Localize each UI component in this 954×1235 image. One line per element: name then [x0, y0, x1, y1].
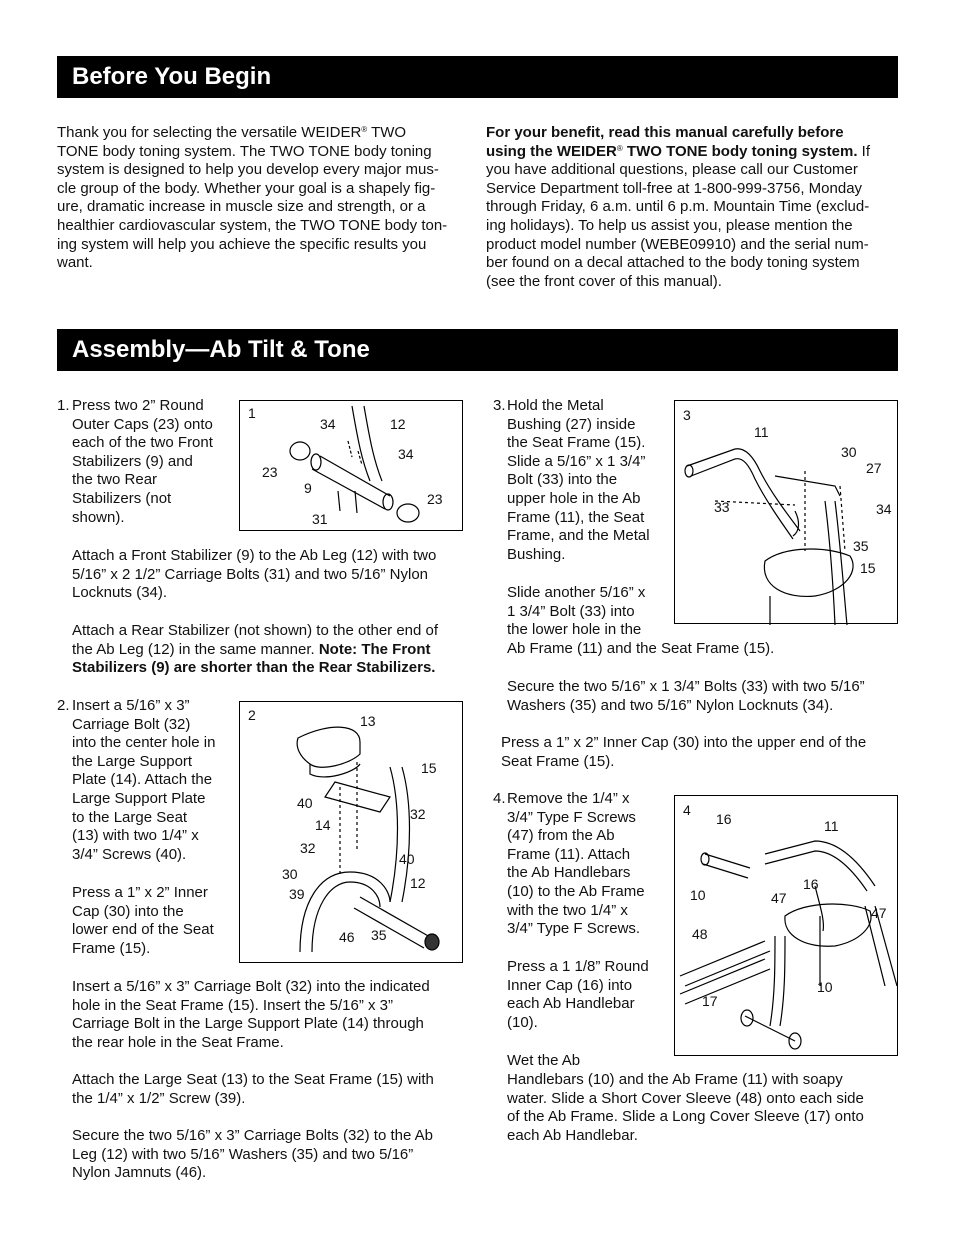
callout-11: 11	[824, 818, 839, 834]
callout-34: 34	[320, 416, 336, 432]
callout-27: 27	[866, 460, 882, 476]
step-number: 4.	[493, 790, 506, 807]
registered-mark: ®	[616, 143, 623, 153]
figure-4	[674, 795, 898, 1056]
callout-16: 16	[803, 876, 819, 892]
step-4-text-a: Remove the 1/4” x 3/4” Type F Screws (47) from the Ab Frame (11). Attach the Ab Handlebars (10) to the Ab Frame with the two 1/4” x 3/4” Type F Screws.	[507, 790, 645, 938]
step-2-text-a: Insert a 5/16” x 3” Carriage Bolt (32) into the center hole in the Large Support Plate (14). Attach the Large Support Plate to the Large Seat (13) with two 1/4” x 3/4” Screws (40).	[72, 697, 216, 863]
callout-15: 15	[860, 560, 876, 576]
callout-30: 30	[282, 866, 298, 882]
callout-12: 12	[410, 875, 426, 891]
figure-4-drawing	[675, 796, 899, 1057]
figure-number: 1	[248, 405, 256, 421]
callout-13: 13	[360, 713, 376, 729]
step-note: Note: The Front Stabilizers (9) are shorter than the Rear Stabilizers.	[72, 640, 436, 677]
figure-1	[239, 400, 463, 531]
step-3-text-a: Hold the Metal Bushing (27) inside the Seat Frame (15). Slide a 5/16” x 1 3/4” Bolt (33) into the upper hole in the Ab Frame (11), the Seat Frame, and the Metal Bushing.	[507, 397, 650, 563]
figure-2-drawing	[240, 702, 464, 964]
intro-bold-text: For your benefit, read this manual carefully before using the WEIDER	[486, 124, 844, 160]
step-2-text-b: Press a 1” x 2” Inner Cap (30) into the lower end of the Seat Frame (15).	[72, 884, 214, 957]
step-4-text-b: Press a 1 1/8” Round Inner Cap (16) into each Ab Handlebar (10).	[507, 958, 649, 1031]
callout-11: 11	[754, 424, 769, 440]
intro-text: If you have additional questions, please call our Customer Service Department toll-free at 1-800-999-3756, Monday through Friday, 6 a.m. until 6 p.m. Mountain Time (exclud- ing holidays). To help us assist you, please mention the product model number (WEBE09910) and the serial num- ber found on a decal attached to the body toning system (see the front cover of this manual).	[486, 142, 870, 290]
step-3-text-b: Slide another 5/16” x 1 3/4” Bolt (33) into the lower hole in the	[507, 584, 646, 639]
callout-32: 32	[410, 806, 426, 822]
callout-17: 17	[702, 993, 718, 1009]
intro-right-paragraph	[486, 124, 906, 291]
callout-39: 39	[289, 886, 305, 902]
figure-number: 3	[683, 407, 691, 423]
callout-23: 23	[262, 464, 278, 480]
step-1-text-a: Press two 2” Round Outer Caps (23) onto each of the two Front Stabilizers (9) and the two Rear Stabilizers (not shown).	[72, 397, 213, 526]
figure-3-drawing	[675, 401, 899, 625]
callout-10: 10	[690, 887, 706, 903]
callout-14: 14	[315, 817, 331, 833]
callout-23: 23	[427, 491, 443, 507]
figure-number: 4	[683, 802, 691, 818]
step-1-text-c	[72, 622, 472, 678]
callout-35: 35	[853, 538, 869, 554]
intro-text: TWO TONE body toning system. The TWO TONE body toning system is designed to help you develop every major mus- cle group of the body. Whether your goal is a shapely fig- ure, dramatic increase in muscle size and strength, or a healthier cardiovascular system, the TWO TONE body ton- ing system will help you achieve the specific results you want.	[57, 124, 448, 272]
callout-9: 9	[304, 480, 312, 496]
registered-mark: ®	[361, 125, 368, 134]
callout-30: 30	[841, 444, 857, 460]
callout-46: 46	[339, 929, 355, 945]
figure-number: 2	[248, 707, 256, 723]
section-header-assembly	[57, 329, 898, 371]
figure-2	[239, 701, 463, 963]
callout-32: 32	[300, 840, 316, 856]
step-number: 3.	[493, 397, 506, 414]
step-1-text-b: Attach a Front Stabilizer (9) to the Ab Leg (12) with two 5/16” x 2 1/2” Carriage Bolts (31) and two 5/16” Nylon Locknuts (34).	[72, 547, 437, 602]
step-3-text-d: Press a 1” x 2” Inner Cap (30) into the upper end of the Seat Frame (15).	[501, 734, 867, 770]
callout-33: 33	[714, 499, 730, 515]
step-number: 1.	[57, 397, 70, 414]
section-header-before-you-begin	[57, 56, 898, 98]
intro-text: Thank you for selecting the versatile WEIDER	[57, 124, 362, 141]
callout-40: 40	[297, 795, 313, 811]
step-number: 2.	[57, 697, 70, 714]
callout-47: 47	[771, 890, 787, 906]
callout-48: 48	[692, 926, 708, 942]
section-title: Before You Begin	[72, 63, 272, 90]
step-4-text-c: Wet the Ab	[507, 1052, 581, 1069]
callout-16: 16	[716, 811, 732, 827]
section-title: Assembly—Ab Tilt & Tone	[72, 336, 370, 363]
callout-10: 10	[817, 979, 833, 995]
callout-15: 15	[421, 760, 437, 776]
step-2-text-e: Secure the two 5/16” x 3” Carriage Bolts (32) to the Ab Leg (12) with two 5/16” Washers (35) and two 5/16” Nylon Jamnuts (46).	[72, 1127, 434, 1182]
callout-34: 34	[398, 446, 414, 462]
step-2-text-c: Insert a 5/16” x 3” Carriage Bolt (32) into the indicated hole in the Seat Frame (15). Insert the 5/16” x 3” Carriage Bolt in the Large Support Plate (14) through the rear hole in the Seat Frame.	[72, 978, 430, 1051]
step-3-text-b2: Ab Frame (11) and the Seat Frame (15).	[507, 640, 775, 657]
callout-40: 40	[399, 851, 415, 867]
step-2-text-d: Attach the Large Seat (13) to the Seat Frame (15) with the 1/4” x 1/2” Screw (39).	[72, 1071, 434, 1107]
step-4-text-c2: Handlebars (10) and the Ab Frame (11) with soapy water. Slide a Short Cover Sleeve (48) onto each side of the Ab Frame. Slide a Long Cover Sleeve (17) onto each Ab Handlebar.	[507, 1071, 864, 1144]
callout-35: 35	[371, 927, 387, 943]
figure-3	[674, 400, 898, 624]
step-text: Attach a Rear Stabilizer (not shown) to the other end of the Ab Leg (12) in the same manner.	[72, 622, 439, 658]
intro-left-paragraph	[57, 124, 477, 273]
step-3-text-c: Secure the two 5/16” x 1 3/4” Bolts (33) with two 5/16” Washers (35) and two 5/16” Nylon Locknuts (34).	[507, 678, 865, 714]
intro-bold-text: TWO TONE body toning system.	[622, 142, 858, 160]
callout-47: 47	[871, 905, 887, 921]
callout-31: 31	[312, 511, 328, 527]
callout-34: 34	[876, 501, 892, 517]
callout-12: 12	[390, 416, 406, 432]
